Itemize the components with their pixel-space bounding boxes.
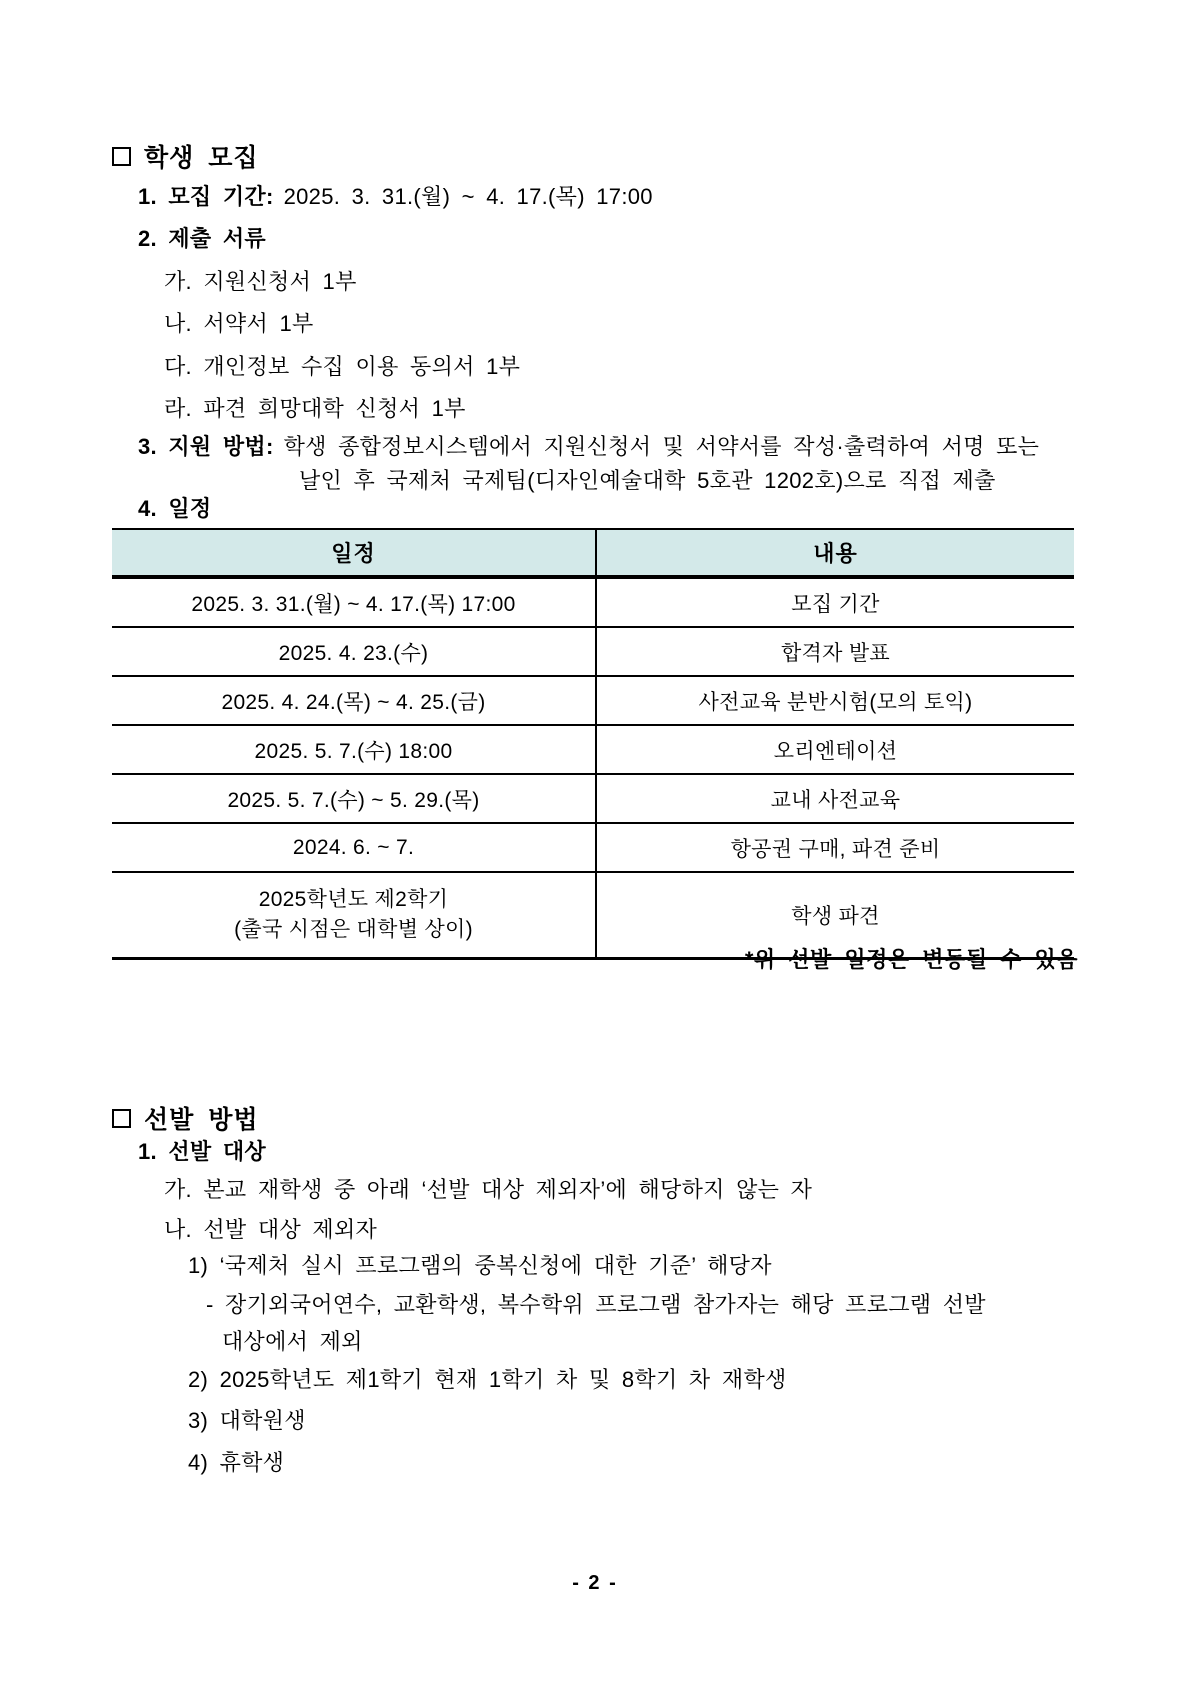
schedule-heading: 4. 일정	[138, 496, 212, 521]
exclusion-item-1-note-2: 대상에서 제외	[222, 1329, 363, 1354]
doc-item-2: 나. 서약서 1부	[164, 311, 314, 336]
exclusion-item-4: 4) 휴학생	[188, 1450, 285, 1475]
cell-date: 2025. 4. 24.(목) ~ 4. 25.(금)	[112, 676, 596, 725]
table-row	[112, 725, 1074, 774]
section-title-recruitment	[112, 138, 259, 174]
application-method-text-2: 날인 후 국제처 국제팀(디자인예술대학 5호관 1202호)으로 직접 제출	[299, 468, 996, 493]
application-method-line	[138, 434, 1039, 460]
table-row	[112, 676, 1074, 725]
square-bullet-icon	[112, 1109, 131, 1128]
cell-date: 2025. 5. 7.(수) ~ 5. 29.(목)	[112, 774, 596, 823]
table-row	[112, 627, 1074, 676]
cell-content: 합격자 발표	[596, 627, 1074, 676]
selection-target-heading: 1. 선발 대상	[138, 1139, 266, 1164]
cell-content: 학생 파견	[596, 872, 1074, 959]
section-title-text: 학생 모집	[144, 144, 259, 172]
cell-date-line1: 2025학년도 제2학기	[258, 887, 449, 911]
cell-date-line2: (출국 시점은 대학별 상이)	[234, 918, 473, 941]
schedule-table	[112, 528, 1074, 960]
square-bullet-icon	[112, 147, 131, 166]
exclusion-item-2: 2) 2025학년도 제1학기 현재 1학기 차 및 8학기 차 재학생	[188, 1367, 787, 1392]
cell-content: 사전교육 분반시험(모의 토익)	[596, 676, 1074, 725]
section-title-text: 선발 방법	[144, 1106, 259, 1134]
cell-date: 2025. 4. 23.(수)	[112, 627, 596, 676]
cell-content: 오리엔테이션	[596, 725, 1074, 774]
exclusion-item-1: 1) ‘국제처 실시 프로그램의 중복신청에 대한 기준’ 해당자	[188, 1253, 772, 1278]
selection-item-na: 나. 선발 대상 제외자	[164, 1217, 378, 1242]
doc-item-4: 라. 파견 희망대학 신청서 1부	[164, 396, 466, 421]
cell-content: 항공권 구매, 파견 준비	[596, 823, 1074, 872]
cell-date: 2025. 3. 31.(월) ~ 4. 17.(목) 17:00	[112, 577, 596, 627]
cell-date	[112, 872, 596, 959]
doc-item-1: 가. 지원신청서 1부	[164, 269, 357, 294]
table-row	[112, 774, 1074, 823]
cell-date: 2024. 6. ~ 7.	[112, 823, 596, 872]
section-title-selection	[112, 1100, 259, 1136]
recruitment-period-label: 1. 모집 기간:	[138, 184, 274, 209]
table-row	[112, 577, 1074, 627]
application-method-text: 학생 종합정보시스템에서 지원신청서 및 서약서를 작성·출력하여 서명 또는	[283, 434, 1040, 459]
application-method-label: 3. 지원 방법:	[138, 434, 274, 459]
cell-content: 모집 기간	[596, 577, 1074, 627]
doc-item-3: 다. 개인정보 수집 이용 동의서 1부	[164, 354, 521, 379]
cell-content: 교내 사전교육	[596, 774, 1074, 823]
header-cell-schedule: 일정	[112, 529, 596, 577]
table-row	[112, 823, 1074, 872]
schedule-change-note: *위 선발 일정은 변동될 수 있음	[744, 947, 1078, 972]
table-header-row	[112, 529, 1074, 577]
exclusion-item-1-note: - 장기외국어연수, 교환학생, 복수학위 프로그램 참가자는 해당 프로그램 선발	[206, 1292, 986, 1317]
submission-docs-heading: 2. 제출 서류	[138, 226, 266, 251]
exclusion-item-3: 3) 대학원생	[188, 1408, 306, 1433]
header-cell-content: 내용	[596, 529, 1074, 577]
recruitment-period-line	[138, 184, 653, 210]
selection-item-ga: 가. 본교 재학생 중 아래 ‘선발 대상 제외자’에 해당하지 않는 자	[164, 1177, 813, 1202]
cell-date: 2025. 5. 7.(수) 18:00	[112, 725, 596, 774]
recruitment-period-value: 2025. 3. 31.(월) ~ 4. 17.(목) 17:00	[283, 184, 653, 209]
page-number: - 2 -	[572, 1572, 618, 1594]
